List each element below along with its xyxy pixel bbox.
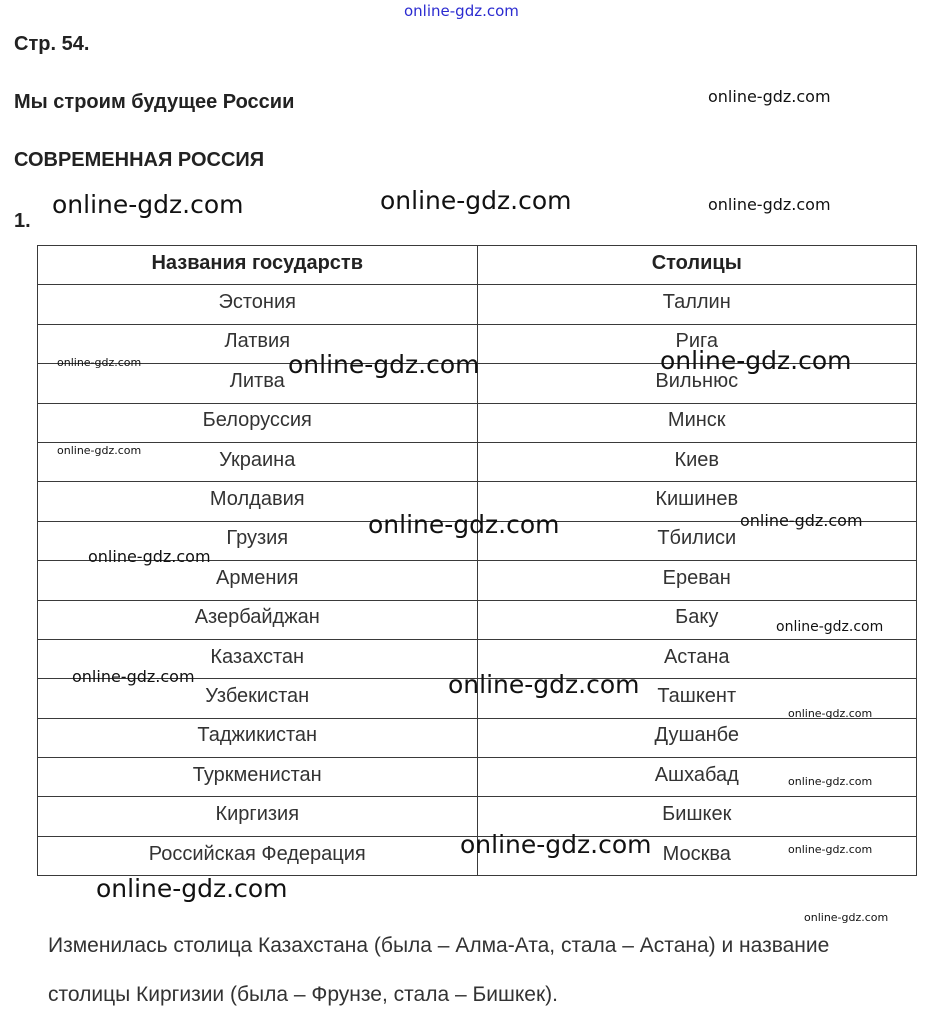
capital-cell: Кишинев (477, 482, 917, 521)
watermark: online-gdz.com (804, 911, 889, 924)
capital-cell: Киев (477, 442, 917, 481)
country-cell: Грузия (38, 521, 478, 560)
table-row (38, 403, 917, 442)
capital-cell: Душанбе (477, 718, 917, 757)
watermark: online-gdz.com (740, 511, 863, 530)
country-cell: Таджикистан (38, 718, 478, 757)
capital-cell: Вильнюс (477, 364, 917, 403)
country-cell: Азербайджан (38, 600, 478, 639)
capital-cell: Ташкент (477, 679, 917, 718)
watermark-top: online-gdz.com (404, 2, 519, 20)
watermark: online-gdz.com (788, 775, 873, 788)
header-country: Названия государств (38, 246, 478, 285)
capital-cell: Рига (477, 324, 917, 363)
capital-cell: Ереван (477, 561, 917, 600)
watermark: online-gdz.com (708, 87, 831, 106)
capital-cell: Москва (477, 836, 917, 875)
country-cell: Узбекистан (38, 679, 478, 718)
watermark: online-gdz.com (380, 186, 572, 215)
watermark: online-gdz.com (72, 667, 195, 686)
capital-cell: Тбилиси (477, 521, 917, 560)
task-number: 1. (14, 210, 31, 232)
country-cell: Молдавия (38, 482, 478, 521)
country-cell: Эстония (38, 285, 478, 324)
table-row (38, 442, 917, 481)
country-cell: Казахстан (38, 639, 478, 678)
watermark: online-gdz.com (368, 510, 560, 539)
watermark: online-gdz.com (660, 346, 852, 375)
capital-cell: Минск (477, 403, 917, 442)
country-cell: Белоруссия (38, 403, 478, 442)
table-row (38, 718, 917, 757)
table-row (38, 285, 917, 324)
watermark: online-gdz.com (288, 350, 480, 379)
watermark: online-gdz.com (708, 195, 831, 214)
watermark: online-gdz.com (776, 619, 884, 635)
section-title: Мы строим будущее России (14, 91, 295, 113)
country-cell: Армения (38, 561, 478, 600)
capital-cell: Ашхабад (477, 758, 917, 797)
table-row (38, 561, 917, 600)
country-cell: Туркменистан (38, 758, 478, 797)
page-number: Стр. 54. (14, 33, 90, 55)
watermark: online-gdz.com (460, 830, 652, 859)
watermark: online-gdz.com (96, 874, 288, 903)
watermark: online-gdz.com (88, 547, 211, 566)
header-capital: Столицы (477, 246, 917, 285)
topic-title: СОВРЕМЕННАЯ РОССИЯ (14, 149, 265, 171)
watermark: online-gdz.com (448, 670, 640, 699)
watermark: online-gdz.com (57, 356, 142, 369)
country-cell: Киргизия (38, 797, 478, 836)
country-cell: Латвия (38, 324, 478, 363)
country-cell: Литва (38, 364, 478, 403)
note-line-1: Изменилась столица Казахстана (была – Алма-Ата, стала – Астана) и название (48, 934, 830, 957)
capital-cell: Бишкек (477, 797, 917, 836)
table-header-row (38, 246, 917, 285)
watermark: online-gdz.com (788, 707, 873, 720)
capital-cell: Астана (477, 639, 917, 678)
watermark: online-gdz.com (57, 444, 142, 457)
watermark: online-gdz.com (52, 190, 244, 219)
country-cell: Украина (38, 442, 478, 481)
country-cell: Российская Федерация (38, 836, 478, 875)
capital-cell: Баку (477, 600, 917, 639)
capital-cell: Таллин (477, 285, 917, 324)
table-row (38, 758, 917, 797)
watermark: online-gdz.com (788, 843, 873, 856)
note-line-2: столицы Киргизии (была – Фрунзе, стала – Бишкек). (48, 983, 558, 1006)
